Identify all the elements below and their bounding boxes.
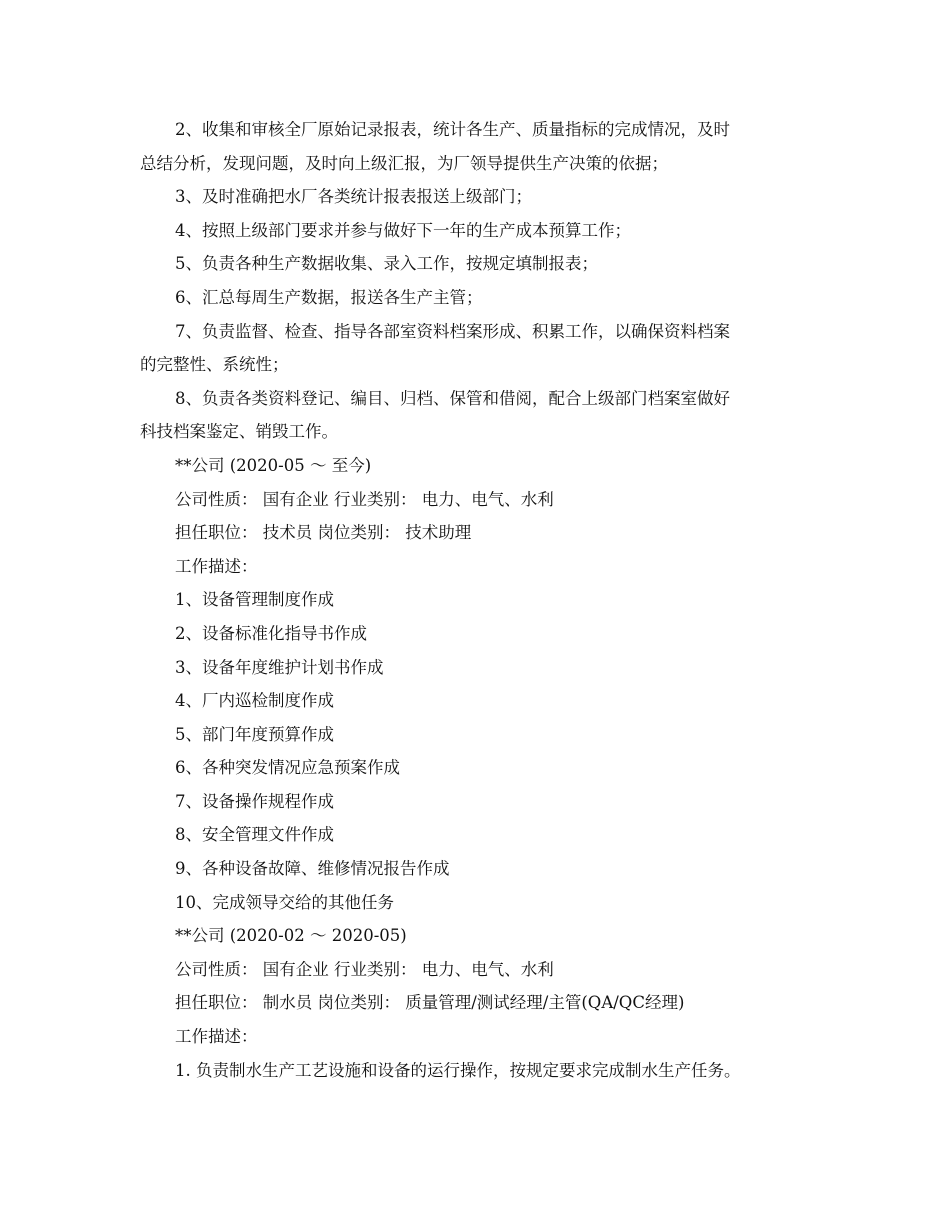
duty-item-4: 4、按照上级部门要求并参与做好下一年的生产成本预算工作；: [175, 220, 631, 240]
duty-item-7-continued: 的完整性、系统性；: [140, 355, 289, 375]
company-nature: 公司性质： 国有企业 行业类别： 电力、电气、水利: [175, 489, 554, 509]
task-item-6: 6、各种突发情况应急预案作成: [175, 758, 400, 778]
task-item-10: 10、完成领导交给的其他任务: [175, 892, 394, 912]
duty-item-8: 8、负责各类资料登记、编目、归档、保管和借阅，配合上级部门档案室做好: [175, 388, 730, 408]
company-heading-2: **公司 (2020-02 ～ 2020-05): [175, 926, 407, 946]
position-info: 担任职位： 技术员 岗位类别： 技术助理: [175, 523, 472, 543]
position-info-2: 担任职位： 制水员 岗位类别： 质量管理/测试经理/主管(QA/QC经理): [175, 993, 685, 1013]
duty-item-5: 5、负责各种生产数据收集、录入工作，按规定填制报表；: [175, 254, 598, 274]
document-body: [140, 113, 820, 1087]
task-item-2: 2、设备标准化指导书作成: [175, 623, 367, 643]
task-item-9: 9、各种设备故障、维修情况报告作成: [175, 859, 450, 879]
task-item-water-1: 1. 负责制水生产工艺设施和设备的运行操作，按规定要求完成制水生产任务。: [175, 1060, 741, 1080]
work-description-label-2: 工作描述：: [175, 1027, 258, 1047]
duty-item-3: 3、及时准确把水厂各类统计报表报送上级部门；: [175, 187, 532, 207]
task-item-7: 7、设备操作规程作成: [175, 791, 334, 811]
duty-item-8-continued: 科技档案鉴定、销毁工作。: [140, 422, 338, 442]
task-item-1: 1、设备管理制度作成: [175, 590, 334, 610]
duty-item-2: 2、收集和审核全厂原始记录报表，统计各生产、质量指标的完成情况，及时: [175, 120, 730, 139]
task-item-4: 4、厂内巡检制度作成: [175, 691, 334, 711]
duty-item-2-continued: 总结分析，发现问题，及时向上级汇报，为厂领导提供生产决策的依据；: [140, 153, 668, 173]
task-item-3: 3、设备年度维护计划书作成: [175, 657, 384, 677]
company-nature-2: 公司性质： 国有企业 行业类别： 电力、电气、水利: [175, 959, 554, 979]
task-item-5: 5、部门年度预算作成: [175, 724, 334, 744]
task-item-8: 8、安全管理文件作成: [175, 825, 334, 845]
work-description-label: 工作描述：: [175, 556, 258, 576]
company-heading: **公司 (2020-05 ～ 至今): [175, 455, 372, 475]
duty-item-6: 6、汇总每周生产数据，报送各生产主管；: [175, 287, 483, 307]
duty-item-7: 7、负责监督、检查、指导各部室资料档案形成、积累工作，以确保资料档案: [175, 321, 730, 341]
